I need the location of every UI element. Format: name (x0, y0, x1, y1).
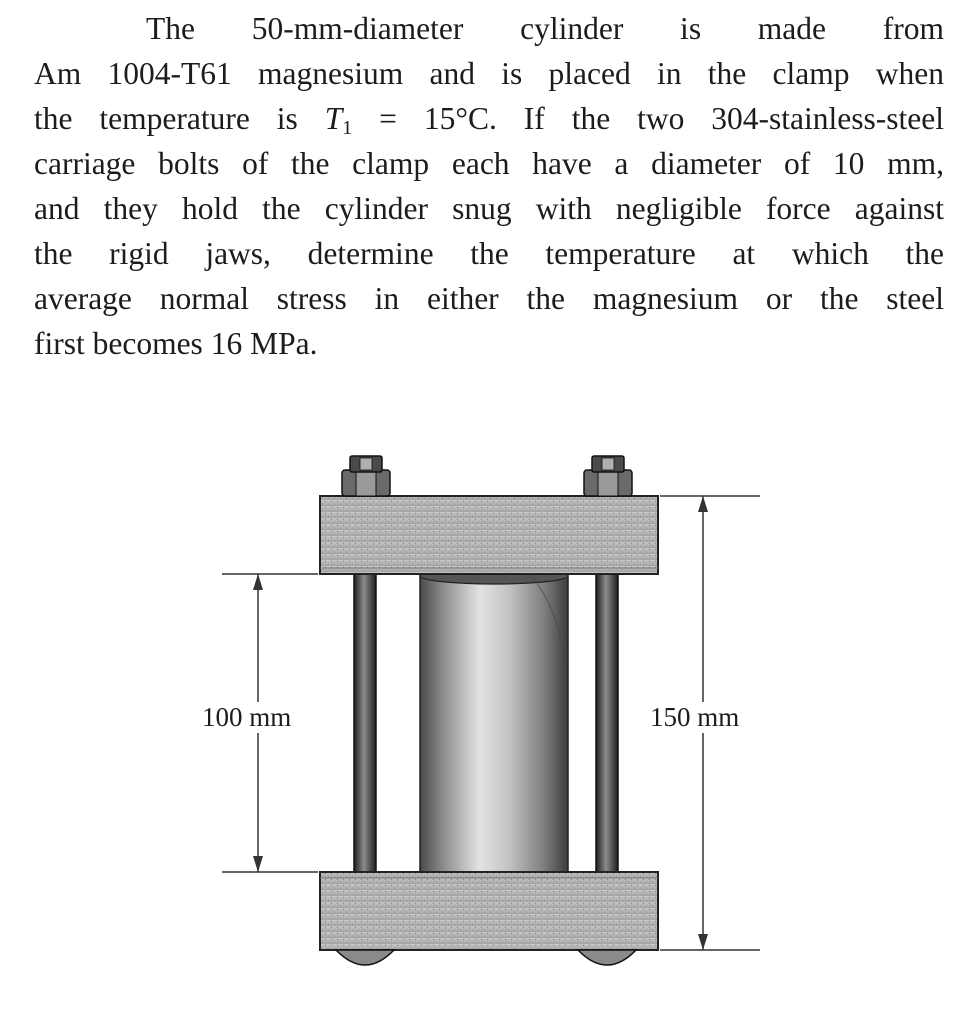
bottom-jaw (320, 872, 658, 950)
problem-line-4: carriage bolts of the clamp each have a diameter of 10 mm, (34, 146, 944, 181)
dimension-left-label: 100 mm (202, 702, 292, 732)
temperature-subscript: 1 (342, 117, 353, 139)
dimension-right-label: 150 mm (650, 702, 740, 732)
problem-line-6: the rigid jaws, determine the temperature at which the (34, 236, 944, 271)
problem-line-2: Am 1004-T61 magnesium and is placed in the clamp when (34, 56, 944, 91)
problem-line-8: first becomes 16 MPa. (34, 326, 318, 361)
problem-line-1: The 50-mm-diameter cylinder is made from (146, 11, 944, 46)
problem-statement (34, 6, 944, 366)
problem-line-7: average normal stress in either the magnesium or the steel (34, 281, 944, 316)
magnesium-cylinder (420, 568, 568, 874)
left-nut (342, 456, 390, 496)
problem-line-3-post: = 15°C. If the two 304-stainless-steel (352, 101, 944, 136)
temperature-variable: T (324, 101, 343, 136)
right-bolt-shank (596, 572, 618, 876)
problem-line-3 (34, 96, 944, 141)
left-bolt-head (336, 950, 394, 965)
problem-line-3-pre: the temperature is (34, 101, 325, 136)
clamp-drawing (0, 440, 976, 1024)
clamp-figure (0, 440, 976, 1024)
top-jaw (320, 496, 658, 574)
problem-line-5: and they hold the cylinder snug with negligible force against (34, 191, 944, 226)
right-nut (584, 456, 632, 496)
left-bolt-shank (354, 572, 376, 876)
right-bolt-head (578, 950, 636, 965)
